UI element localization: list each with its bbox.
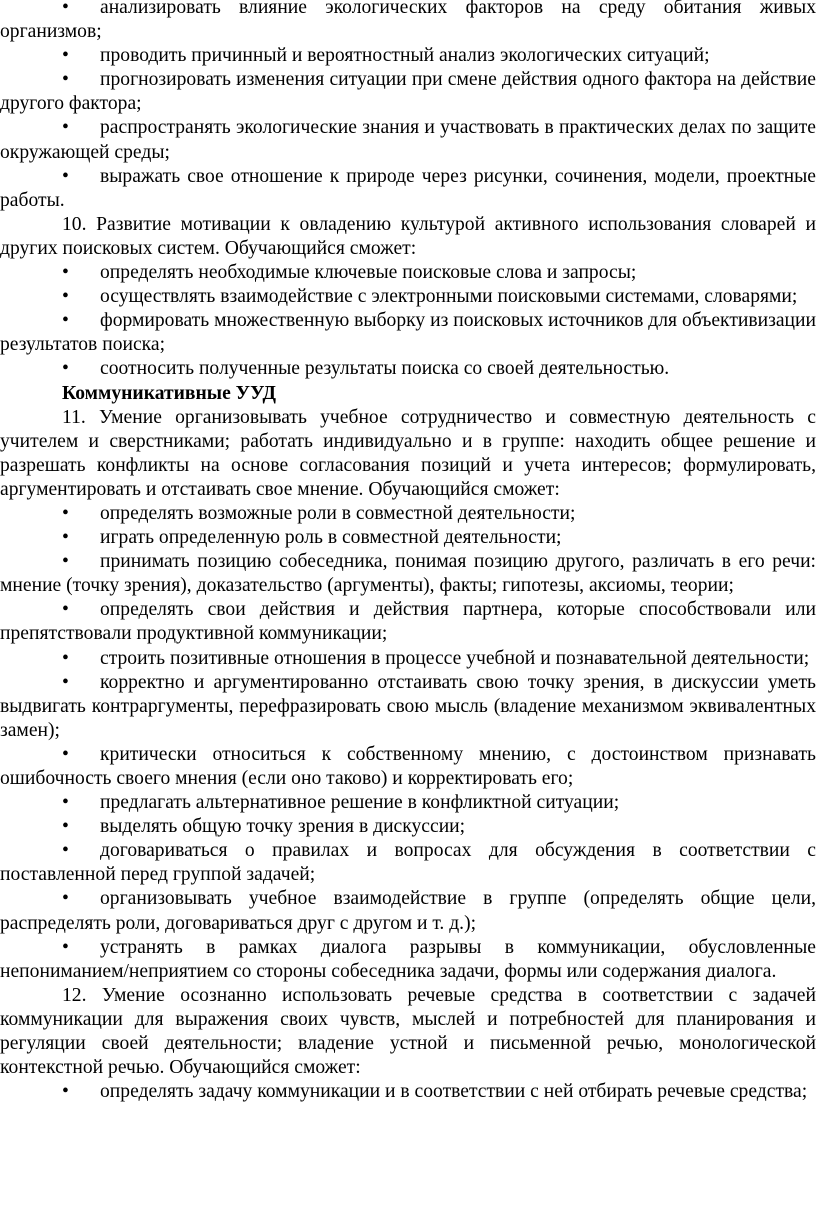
list-item-text: определять возможные роли в совместной деятельности; [100,502,576,524]
list-item-text: осуществлять взаимодействие с электронными поисковыми системами, словарями; [100,286,798,308]
list-item [0,68,816,116]
list-item-text: определять необходимые ключевые поисковые слова и запросы; [100,262,637,284]
list-item [0,647,816,671]
bullet-icon: • [62,647,69,669]
list-item [0,357,816,381]
list-item-text: проводить причинный и вероятностный анализ экологических ситуаций; [100,45,710,67]
bullet-icon: • [62,262,69,284]
bullet-icon: • [62,888,69,910]
numbered-paragraph: 11. Умение организовывать учебное сотрудничество и совместную деятельность с учителем и сверстниками; работать индивидуально и в группе: находить общее решение и разрешать конфликты на основе согласования позиций и учета интересов; формулировать, аргументировать и отстаивать свое мнение. Обучающийся сможет: [0,406,816,500]
list-item [0,1080,816,1104]
bullet-icon: • [62,0,69,18]
list-item [0,285,816,309]
list-item [0,165,816,213]
list-item-text: определять задачу коммуникации и в соответствии с ней отбирать речевые средства; [100,1081,808,1103]
numbered-paragraph: 12. Умение осознанно использовать речевые средства в соответствии с задачей коммуникации для выражения своих чувств, мыслей и потребностей для планирования и регуляции своей деятельности; владение устной и письменной речью, монологической контекстной речью. Обучающийся сможет: [0,984,816,1079]
list-item-text: прогнозировать изменения ситуации при смене действия одного фактора на действие другого фактора; [0,69,816,115]
list-item-text: устранять в рамках диалога разрывы в коммуникации, обусловленные непониманием/неприятием со стороны собеседника задачи, формы или содержания диалога. [0,936,816,982]
list-item [0,44,816,68]
bullet-icon: • [62,1081,69,1103]
bullet-icon: • [62,310,69,332]
bullet-icon: • [62,816,69,838]
list-item-text: корректно и аргументированно отстаивать свою точку зрения, в дискуссии уметь выдвигать контраргументы, перефразировать свою мысль (владение механизмом эквивалентных замен); [0,671,816,741]
list-item [0,0,816,44]
numbered-paragraph: 10. Развитие мотивации к овладению культурой активного использования словарей и других поисковых систем. Обучающийся сможет: [0,213,816,259]
list-item-text: организовывать учебное взаимодействие в группе (определять общие цели, распределять роли, договариваться друг с другом и т. д.); [0,888,816,934]
list-item-text: строить позитивные отношения в процессе учебной и познавательной деятельности; [100,647,810,669]
bullet-icon: • [62,743,69,765]
bullet-icon: • [62,840,69,862]
list-item [0,598,816,646]
list-item [0,550,816,598]
list-item-text: принимать позицию собеседника, понимая позицию другого, различать в его речи: мнение (точку зрения), доказательство (аргументы), факты; гипотезы, аксиомы, теории; [0,551,816,597]
bullet-icon: • [62,358,69,380]
list-item [0,309,816,357]
list-item [0,815,816,839]
list-item [0,261,816,285]
list-item-text: договариваться о правилах и вопросах для обсуждения в соответствии с поставленной перед группой задачей; [0,840,816,886]
list-item [0,936,816,984]
bullet-icon: • [62,936,69,958]
bullet-icon: • [62,792,69,814]
bullet-icon: • [62,165,69,187]
list-item [0,526,816,550]
list-item-text: играть определенную роль в совместной деятельности; [100,527,562,549]
list-item [0,791,816,815]
list-item-text: распространять экологические знания и участвовать в практических делах по защите окружающей среды; [0,117,816,163]
list-item-text: предлагать альтернативное решение в конфликтной ситуации; [100,792,620,814]
list-item-text: выражать свое отношение к природе через рисунки, сочинения, модели, проектные работы. [0,165,816,211]
bullet-icon: • [62,502,69,524]
bullet-icon: • [62,551,69,573]
bullet-icon: • [62,599,69,621]
bullet-icon: • [62,527,69,549]
list-item [0,887,816,935]
list-item-text: анализировать влияние экологических факторов на среду обитания живых организмов; [0,0,816,43]
list-item [0,671,816,743]
list-item [0,839,816,887]
list-item [0,502,816,526]
list-item-text: критически относиться к собственному мнению, с достоинством признавать ошибочность своего мнения (если оно таково) и корректировать его; [0,743,816,789]
list-item-text: соотносить полученные результаты поиска со своей деятельностью. [100,358,670,380]
list-item [0,743,816,791]
list-item [0,116,816,164]
section-heading: Коммуникативные УУД [62,382,276,404]
list-item-text: выделять общую точку зрения в дискуссии; [100,816,466,838]
bullet-icon: • [62,45,69,67]
list-item-text: формировать множественную выборку из поисковых источников для объективизации результатов поиска; [0,310,816,356]
bullet-icon: • [62,286,69,308]
list-item-text: определять свои действия и действия партнера, которые способствовали или препятствовали продуктивной коммуникации; [0,599,816,645]
bullet-icon: • [62,671,69,693]
bullet-icon: • [62,69,69,91]
bullet-icon: • [62,117,69,139]
